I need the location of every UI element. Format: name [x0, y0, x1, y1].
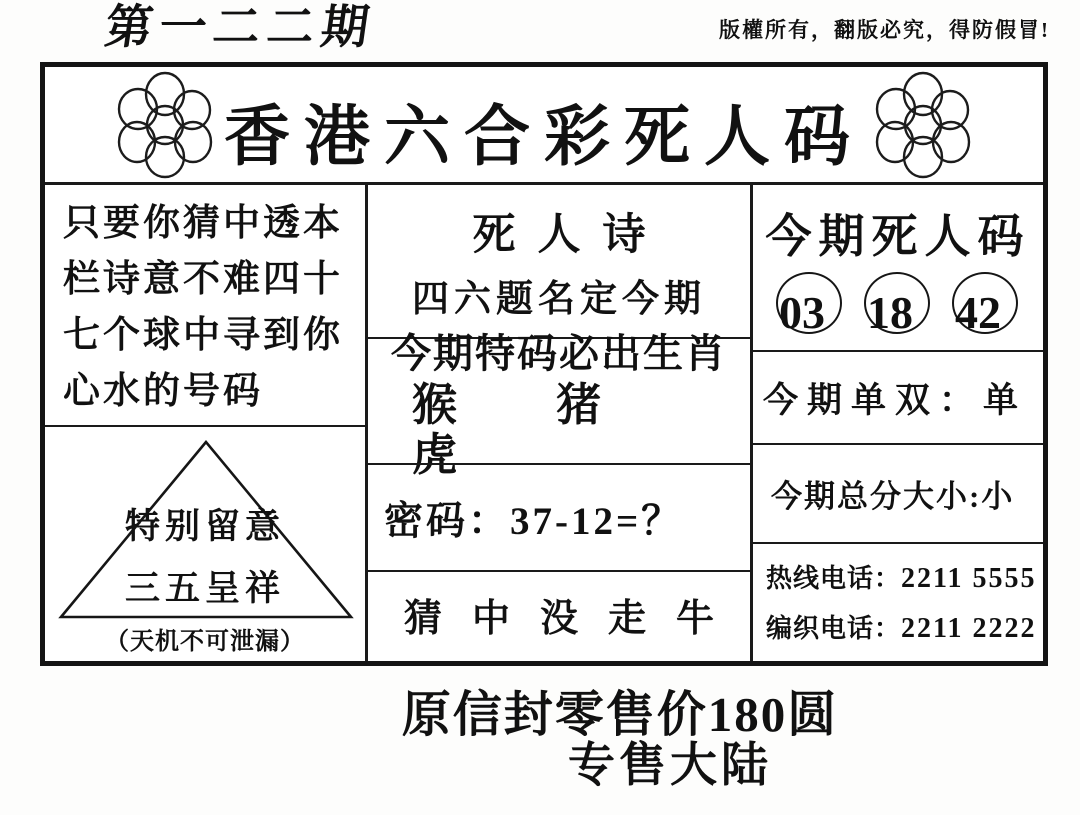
poem-line: 栏诗意不难四十	[63, 258, 343, 300]
phone-cell	[753, 542, 1043, 659]
zodiac-cell	[368, 331, 750, 480]
odd-even-cell	[753, 350, 1043, 443]
total-size-cell	[753, 443, 1043, 542]
special-attention-cell	[45, 425, 365, 658]
ball-number: 03	[779, 286, 825, 338]
odd-even-label: 今期单双：	[763, 380, 984, 420]
total-size-value: 小	[981, 479, 1013, 514]
zodiac-label: 今期特码必出生肖	[391, 331, 727, 376]
dead-poem-cell	[368, 185, 750, 337]
number-balls	[776, 272, 1020, 336]
secret-code-cell	[368, 463, 750, 570]
hotline-label: 热线电话：	[766, 564, 902, 593]
weave-number: 2211 2222	[901, 613, 1037, 644]
ball-number: 18	[867, 286, 913, 338]
poem-line: 七个球中寻到你	[63, 315, 343, 356]
issue-number: 第一二二期	[101, 2, 380, 54]
poem-line: 心水的号码	[63, 371, 263, 413]
middle-column	[368, 185, 753, 661]
total-size-label: 今期总分大小:	[771, 479, 982, 514]
weave-row	[766, 608, 1043, 645]
dead-poem-subtitle: 四六题名定今期	[412, 278, 706, 320]
dead-poem-title: 死人诗	[472, 211, 668, 259]
guess-phrase: 猜中没走牛	[403, 597, 744, 640]
triangle-line2: 三五呈祥	[124, 569, 285, 608]
copyright-notice: 版權所有，翻版必究，得防假冒!	[719, 18, 1050, 42]
dead-number-cell	[753, 185, 1043, 350]
ball-number: 42	[955, 286, 1001, 338]
odd-even-value: 单	[983, 380, 1019, 420]
number-ball	[776, 272, 844, 336]
zodiac-values: 猴 猪 虎	[412, 380, 646, 480]
weave-label: 编织电话：	[766, 614, 902, 643]
secret-code-label: 密码：37-12=？	[384, 499, 684, 543]
number-ball	[952, 272, 1020, 336]
main-table	[40, 62, 1048, 666]
triangle-line1: 特别留意	[124, 507, 285, 546]
hotline-row	[766, 558, 1043, 595]
poem-instructions-cell	[45, 185, 365, 425]
market-line: 专售大陆	[568, 740, 772, 792]
right-column	[753, 185, 1043, 661]
hotline-number: 2211 5555	[901, 563, 1037, 594]
table-body	[45, 185, 1043, 661]
page-title: 香港六合彩死人码	[224, 101, 864, 174]
poem-line: 只要你猜中透本	[63, 202, 343, 244]
dead-number-title: 今期死人码	[765, 210, 1031, 262]
price-line: 原信封零售价180圆	[401, 687, 839, 742]
secret-caption: （天机不可泄漏）	[105, 629, 305, 655]
flower-icon	[867, 69, 979, 181]
number-ball	[864, 272, 932, 336]
guess-phrase-cell	[368, 570, 750, 656]
flower-icon	[109, 69, 221, 181]
left-column	[45, 185, 368, 661]
title-row	[45, 67, 1043, 185]
